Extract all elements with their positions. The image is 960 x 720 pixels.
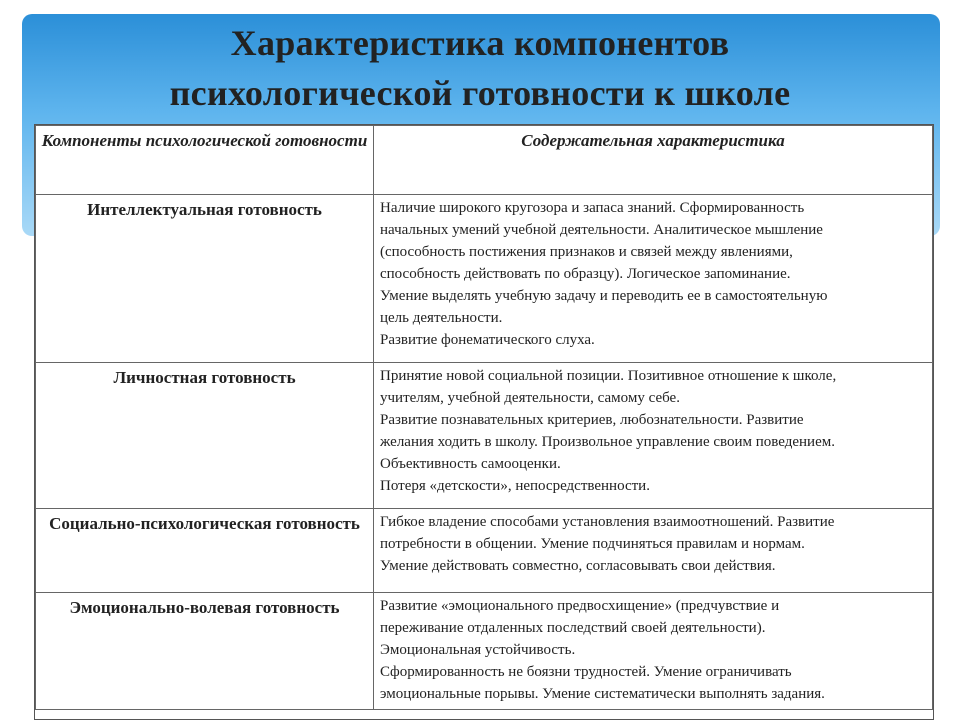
description-line: Гибкое владение способами установления взаимоотношений. Развитие bbox=[380, 514, 835, 530]
description-line: Объективность самооценки. bbox=[380, 456, 561, 472]
description-line: цель деятельности. bbox=[380, 310, 503, 326]
description-line: Развитие фонематического слуха. bbox=[380, 332, 595, 348]
component-cell: Интеллектуальная готовность bbox=[36, 195, 374, 363]
description-line: Развитие познавательных критериев, любознательности. Развитие bbox=[380, 412, 804, 428]
characteristics-table bbox=[34, 124, 934, 720]
component-cell: Личностная готовность bbox=[36, 363, 374, 509]
table-header-row bbox=[36, 126, 933, 195]
table-row bbox=[36, 363, 933, 509]
description-line: Сформированность не боязни трудностей. Умение ограничивать bbox=[380, 664, 792, 680]
description-cell bbox=[374, 195, 933, 363]
description-line: Потеря «детскости», непосредственности. bbox=[380, 478, 650, 494]
title-line-1: Характеристика компонентов bbox=[230, 23, 730, 63]
description-line: переживание отдаленных последствий своей деятельности). bbox=[380, 620, 766, 636]
description-line: Наличие широкого кругозора и запаса знаний. Сформированность bbox=[380, 200, 805, 216]
table-row bbox=[36, 593, 933, 710]
component-cell: Эмоционально-волевая готовность bbox=[36, 593, 374, 710]
table-row bbox=[36, 509, 933, 593]
description-line: потребности в общении. Умение подчиняться правилам и нормам. bbox=[380, 536, 805, 552]
header-component: Компоненты психологической готовности bbox=[36, 126, 374, 195]
description-line: способность действовать по образцу). Логическое запоминание. bbox=[380, 266, 791, 282]
description-cell bbox=[374, 593, 933, 710]
description-line: Принятие новой социальной позиции. Позитивное отношение к школе, bbox=[380, 368, 837, 384]
component-cell: Социально-психологическая готовность bbox=[36, 509, 374, 593]
title-line-2: психологической готовности к школе bbox=[169, 73, 791, 113]
description-line: учителям, учебной деятельности, самому себе. bbox=[380, 390, 680, 406]
table bbox=[35, 125, 933, 710]
table-row bbox=[36, 195, 933, 363]
description-line: желания ходить в школу. Произвольное управление своим поведением. bbox=[380, 434, 835, 450]
description-line: Умение действовать совместно, согласовывать свои действия. bbox=[380, 558, 776, 574]
description-line: (способность постижения признаков и связей между явлениями, bbox=[380, 244, 793, 260]
description-cell bbox=[374, 509, 933, 593]
description-line: Эмоциональная устойчивость. bbox=[380, 642, 576, 658]
header-description: Содержательная характеристика bbox=[374, 126, 933, 195]
description-line: начальных умений учебной деятельности. Аналитическое мышление bbox=[380, 222, 823, 238]
page-title bbox=[0, 18, 960, 118]
description-line: Умение выделять учебную задачу и переводить ее в самостоятельную bbox=[380, 288, 828, 304]
description-cell bbox=[374, 363, 933, 509]
description-line: Развитие «эмоционального предвосхищение» (предчувствие и bbox=[380, 598, 780, 614]
description-line: эмоциональные порывы. Умение систематически выполнять задания. bbox=[380, 686, 825, 702]
